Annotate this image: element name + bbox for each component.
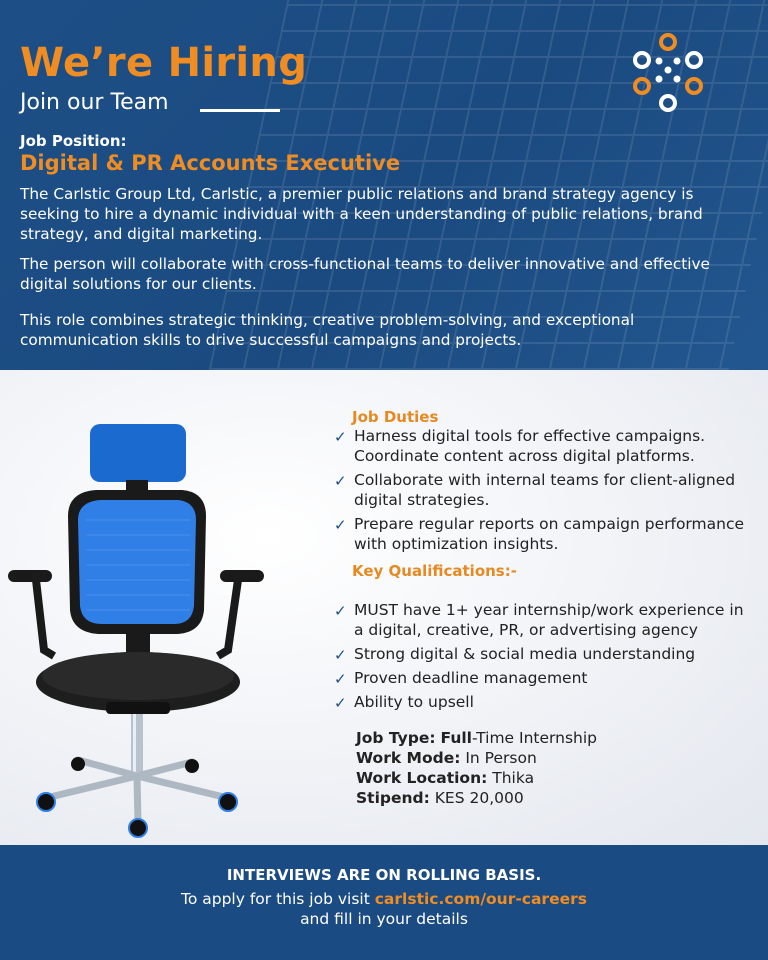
qualification-item: ✓ Ability to upsell <box>334 693 474 712</box>
check-icon: ✓ <box>334 428 347 446</box>
duty-item: ✓ Harness digital tools for effective campaigns. <box>334 427 706 446</box>
job-position-label: Job Position: <box>20 132 127 150</box>
check-icon: ✓ <box>334 646 347 664</box>
hero-banner <box>0 0 768 370</box>
apply-line: To apply for this job visit carlstic.com/our-careers <box>181 890 587 908</box>
intro-paragraph-3: This role combines strategic thinking, creative problem-solving, and exceptional communication skills to drive successful campaigns and projects. <box>20 311 635 349</box>
duty-item: Coordinate content across digital platforms. <box>354 447 695 465</box>
check-icon: ✓ <box>334 602 347 620</box>
intro-paragraph-1: The Carlstic Group Ltd, Carlstic, a premier public relations and brand strategy agency is seeking to hire a dynamic individual with a keen understanding of public relations, brand strategy, and digital marketing. <box>20 185 703 243</box>
intro-paragraph-2: The person will collaborate with cross-functional teams to deliver innovative and effective digital solutions for our clients. <box>20 255 710 293</box>
carlstic-logo <box>630 33 706 113</box>
qualification-item: ✓ Strong digital & social media understanding <box>334 645 696 664</box>
duty-item: ✓ Collaborate with internal teams for client-aligned digital strategies. <box>334 471 736 509</box>
duty-item: ✓ Prepare regular reports on campaign performance with optimization insights. <box>334 515 745 553</box>
qualification-item: ✓ MUST have 1+ year internship/work experience in a digital, creative, PR, or advertising agency <box>334 601 744 639</box>
interviews-notice: INTERVIEWS ARE ON ROLLING BASIS. <box>226 866 542 884</box>
check-icon: ✓ <box>334 516 347 534</box>
office-chair-image <box>6 420 276 840</box>
stipend-row: Stipend: KES 20,000 <box>356 789 524 807</box>
details-section <box>0 370 768 845</box>
apply-footer <box>0 845 768 960</box>
careers-link[interactable]: carlstic.com/our-careers <box>374 890 587 908</box>
key-qualifications-heading: Key Qualifications:- <box>352 562 517 580</box>
apply-suffix: and fill in your details <box>300 910 468 928</box>
hiring-headline: We’re Hiring <box>20 40 308 86</box>
underline-divider <box>200 109 280 112</box>
qualification-item: ✓ Proven deadline management <box>334 669 588 688</box>
work-mode-row: Work Mode: In Person <box>356 749 537 767</box>
join-team-subheadline: Join our Team <box>20 90 169 115</box>
job-type-row: Job Type: Full-Time Internship <box>356 729 597 747</box>
work-location-row: Work Location: Thika <box>356 769 535 787</box>
check-icon: ✓ <box>334 472 347 490</box>
job-duties-heading: Job Duties <box>352 408 439 426</box>
job-details <box>332 728 752 808</box>
job-title: Digital & PR Accounts Executive <box>20 151 401 175</box>
qualifications-list <box>332 600 752 712</box>
check-icon: ✓ <box>334 694 347 712</box>
job-content-column <box>332 408 752 808</box>
check-icon: ✓ <box>334 670 347 688</box>
